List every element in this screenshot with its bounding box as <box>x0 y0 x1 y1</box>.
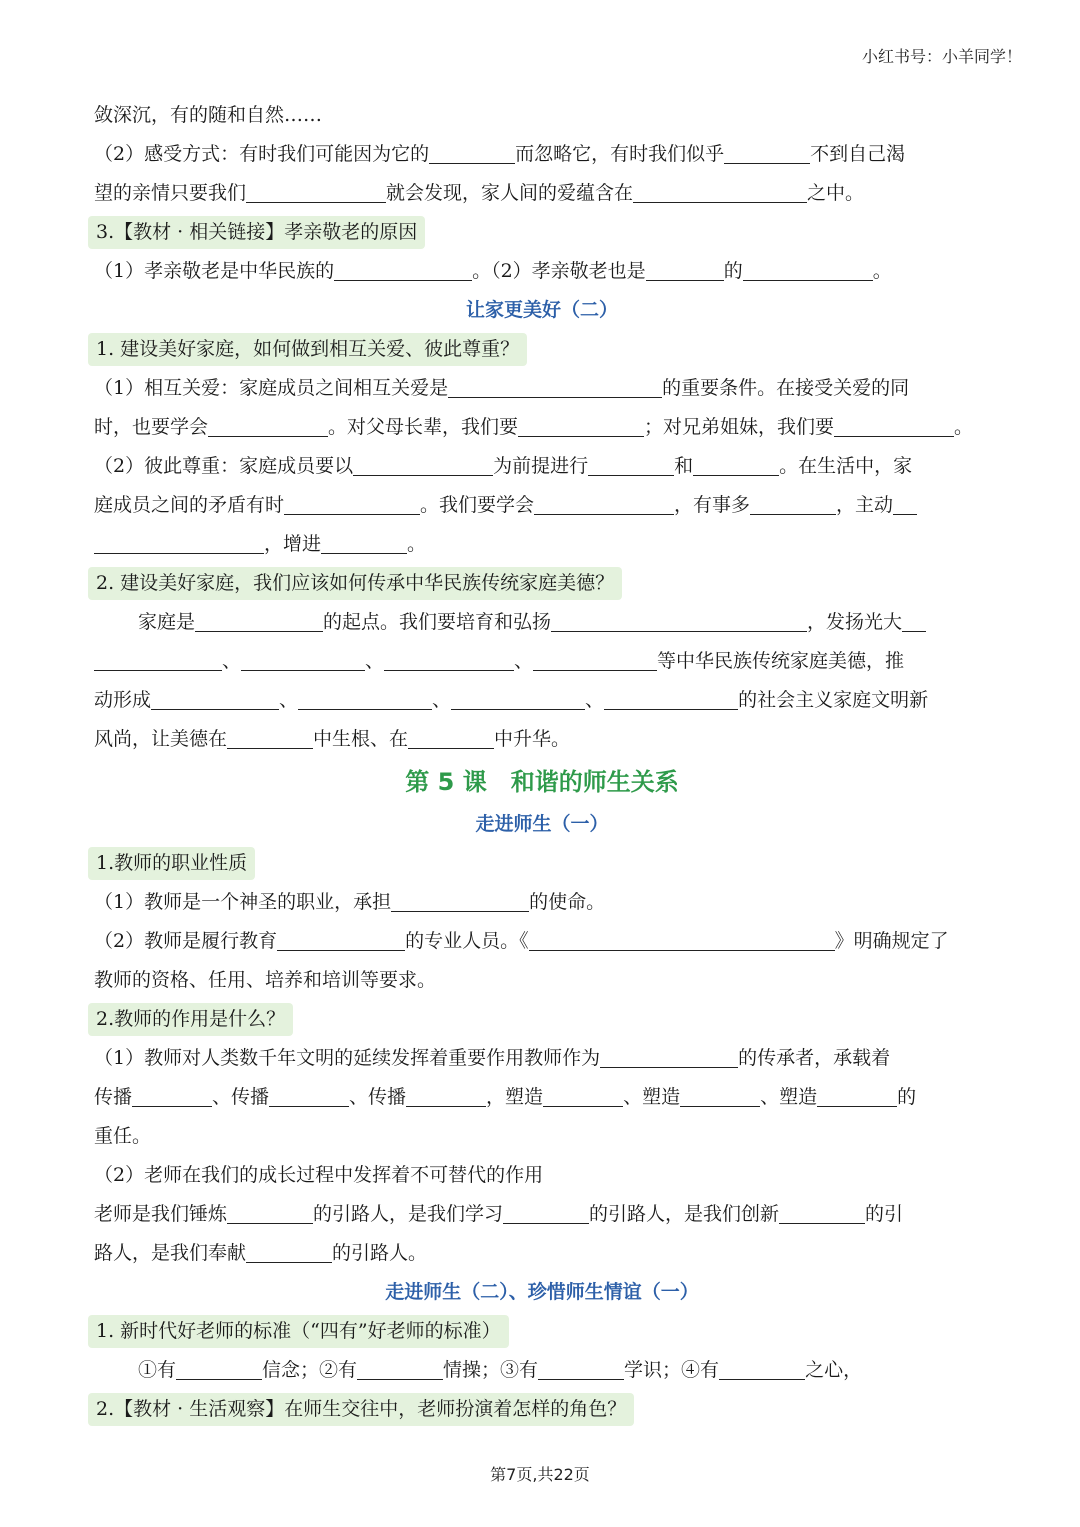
fill-blank[interactable] <box>195 607 323 632</box>
fill-blank[interactable] <box>543 1082 623 1107</box>
fill-blank[interactable] <box>241 646 365 671</box>
fill-blank[interactable] <box>538 1355 624 1380</box>
text-line: （2）彼此尊重：家庭成员要以 为前提进行 和 。在生活中，家 <box>94 447 990 486</box>
section-title: 走进师生（二）、珍惜师生情谊（一） <box>385 1281 699 1303</box>
lesson-title: 第 5 课 和谐的师生关系 <box>405 768 679 796</box>
fill-blank[interactable] <box>604 685 738 710</box>
text-line: 传播 、传播 、传播 ，塑造 、塑造 、塑造 的 <box>94 1078 990 1117</box>
fill-blank[interactable] <box>533 646 657 671</box>
section-title: 让家更美好（二） <box>465 299 618 321</box>
fill-blank[interactable] <box>743 256 873 281</box>
text-line: 重任。 <box>94 1125 152 1147</box>
fill-blank[interactable] <box>132 1082 212 1107</box>
fill-blank[interactable] <box>321 529 407 554</box>
fill-blank[interactable] <box>834 412 954 437</box>
fill-blank[interactable] <box>448 373 662 398</box>
text-line: （1）相互关爱：家庭成员之间相互关爱是 的重要条件。在接受关爱的同 <box>94 369 990 408</box>
text-line: 教师的资格、任用、培养和培训等要求。 <box>94 969 437 991</box>
text-line: 望的亲情只要我们 就会发现，家人间的爱蕴含在 之中。 <box>94 174 990 213</box>
fill-blank[interactable] <box>94 529 264 554</box>
text-line: 风尚，让美德在 中生根、在 中升华。 <box>94 720 990 759</box>
section-title: 走进师生（一） <box>475 813 609 835</box>
fill-blank[interactable] <box>94 646 222 671</box>
fill-blank[interactable] <box>269 1082 349 1107</box>
fill-blank[interactable] <box>408 724 494 749</box>
fill-blank[interactable] <box>724 139 810 164</box>
fill-blank[interactable] <box>451 685 585 710</box>
text-line: （1）教师是一个神圣的职业，承担 的使命。 <box>94 883 990 922</box>
page-header: 小红书号：小羊同学！ <box>861 47 1022 66</box>
text-line: 、 、 、 等中华民族传统家庭美德，推 <box>94 642 990 681</box>
text-line: 老师是我们锤炼 的引路人，是我们学习 的引路人，是我们创新 的引 <box>94 1195 990 1234</box>
fill-blank[interactable] <box>357 1355 443 1380</box>
fill-blank[interactable] <box>600 1043 738 1068</box>
text-line: （1）教师对人类数千年文明的延续发挥着重要作用教师作为 的传承者，承载着 <box>94 1039 990 1078</box>
fill-blank[interactable] <box>534 490 674 515</box>
fill-blank[interactable] <box>693 451 779 476</box>
text-line: ①有 信念；②有 情操；③有 学识；④有 之心， <box>94 1351 990 1390</box>
text-line: （1）孝亲敬老是中华民族的 。（2）孝亲敬老也是 的 。 <box>94 252 990 291</box>
fill-blank[interactable] <box>817 1082 897 1107</box>
fill-blank[interactable] <box>893 490 917 515</box>
question-heading: 2.【教材 · 生活观察】在师生交往中，老师扮演着怎样的角色？ <box>94 1390 990 1429</box>
fill-blank[interactable] <box>633 178 807 203</box>
text-line: 时，也要学会 。对父母长辈，我们要 ；对兄弟姐妹，我们要 。 <box>94 408 990 447</box>
fill-blank[interactable] <box>298 685 432 710</box>
fill-blank[interactable] <box>246 1238 332 1263</box>
text-line: 敛深沉，有的随和自然…… <box>94 104 323 126</box>
text-line: 庭成员之间的矛盾有时 。我们要学会 ，有事多 ，主动 <box>94 486 990 525</box>
question-heading: 1. 新时代好老师的标准（“四有”好老师的标准） <box>94 1312 990 1351</box>
fill-blank[interactable] <box>779 1199 865 1224</box>
fill-blank[interactable] <box>551 607 807 632</box>
fill-blank[interactable] <box>518 412 644 437</box>
text-line: ，增进 。 <box>94 525 990 564</box>
fill-blank[interactable] <box>176 1355 262 1380</box>
text-line: （2）感受方式：有时我们可能因为它的 而忽略它，有时我们似乎 不到自己渴 <box>94 135 990 174</box>
text-line: 动形成 、 、 、 的社会主义家庭文明新 <box>94 681 990 720</box>
question-heading: 1.教师的职业性质 <box>94 844 990 883</box>
fill-blank[interactable] <box>334 256 472 281</box>
fill-blank[interactable] <box>384 646 514 671</box>
fill-blank[interactable] <box>353 451 493 476</box>
fill-blank[interactable] <box>429 139 515 164</box>
fill-blank[interactable] <box>902 607 926 632</box>
fill-blank[interactable] <box>246 178 386 203</box>
text-line: （2）教师是履行教育 的专业人员。《 》明确规定了 <box>94 922 990 961</box>
fill-blank[interactable] <box>284 490 420 515</box>
fill-blank[interactable] <box>391 887 529 912</box>
question-heading: 3.【教材 · 相关链接】孝亲敬老的原因 <box>94 213 990 252</box>
worksheet-content <box>94 96 990 1429</box>
fill-blank[interactable] <box>750 490 836 515</box>
text-line: 家庭是 的起点。我们要培育和弘扬 ，发扬光大 <box>94 603 990 642</box>
page-number: 第7页,共22页 <box>490 1465 590 1484</box>
question-heading: 2.教师的作用是什么？ <box>94 1000 990 1039</box>
fill-blank[interactable] <box>151 685 279 710</box>
text-line: （2）老师在我们的成长过程中发挥着不可替代的作用 <box>94 1164 544 1186</box>
fill-blank[interactable] <box>529 926 835 951</box>
fill-blank[interactable] <box>227 1199 313 1224</box>
fill-blank[interactable] <box>208 412 328 437</box>
fill-blank[interactable] <box>680 1082 760 1107</box>
question-heading: 2. 建设美好家庭，我们应该如何传承中华民族传统家庭美德？ <box>94 564 990 603</box>
fill-blank[interactable] <box>646 256 724 281</box>
text-line: 路人，是我们奉献 的引路人。 <box>94 1234 990 1273</box>
fill-blank[interactable] <box>588 451 674 476</box>
fill-blank[interactable] <box>503 1199 589 1224</box>
fill-blank[interactable] <box>406 1082 486 1107</box>
fill-blank[interactable] <box>719 1355 805 1380</box>
question-heading: 1. 建设美好家庭，如何做到相互关爱、彼此尊重？ <box>94 330 990 369</box>
fill-blank[interactable] <box>277 926 405 951</box>
fill-blank[interactable] <box>227 724 313 749</box>
